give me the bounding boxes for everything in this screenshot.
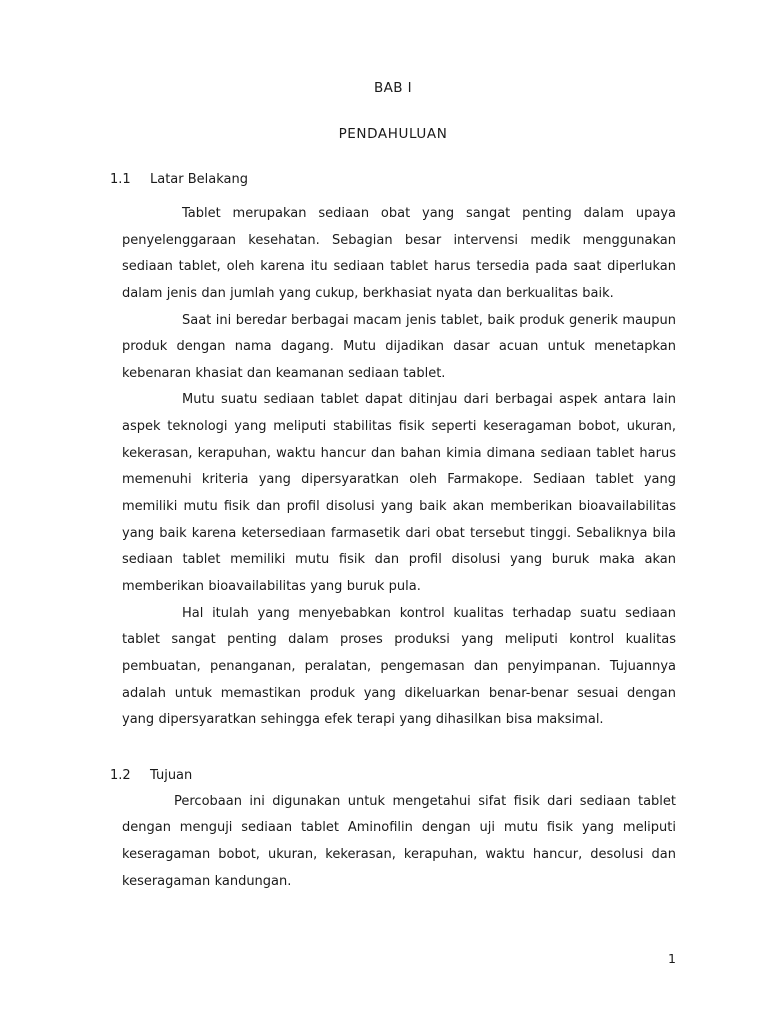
paragraph: Hal itulah yang menyebabkan kontrol kualitas terhadap suatu sediaan tablet sangat penting dalam proses produksi yang meliputi kontrol kualitas pembuatan, penanganan, peralatan, pengemasan dan penyimpanan. Tujuannya adalah untuk memastikan produk yang dikeluarkan benar-benar sesuai dengan yang dipersyaratkan sehingga efek terapi yang dihasilkan bisa maksimal. [122,605,676,728]
chapter-subtitle: PENDAHULUAN [338,126,448,142]
paragraph: Saat ini beredar berbagai macam jenis tablet, baik produk generik maupun produk dengan nama dagang. Mutu dijadikan dasar acuan untuk menetapkan kebenaran khasiat dan keamanan sediaan tablet. [122,312,676,381]
section-heading-1 [110,172,676,187]
section-title-2: Tujuan [150,767,193,783]
paragraph: Percobaan ini digunakan untuk mengetahui sifat fisik dari sediaan tablet dengan menguji sediaan tablet Aminofilin dengan uji mutu fisik yang meliputi keseragaman bobot, ukuran, kekerasan, kerapuhan, waktu hancur, desolusi dan keseragaman kandungan. [122,793,676,889]
section-number-2: 1.2 [110,767,131,783]
section-number-1: 1.1 [110,172,131,187]
paragraph: Tablet merupakan sediaan obat yang sangat penting dalam upaya penyelenggaraan kesehatan. Sebagian besar intervensi medik menggunakan sediaan tablet, oleh karena itu sediaan tablet harus tersedia pada saat diperlukan dalam jenis dan jumlah yang cukup, berkhasiat nyata dan berkualitas baik. [122,206,676,301]
section-body-1 [122,201,676,734]
section-title-1: Latar Belakang [150,172,249,187]
chapter-title: BAB I [373,80,413,96]
section-heading-2 [110,768,676,783]
section-body-2 [122,789,676,896]
paragraph: Mutu suatu sediaan tablet dapat ditinjau dari berbagai aspek antara lain aspek teknologi yang meliputi stabilitas fisik seperti keseragaman bobot, ukuran, kekerasan, kerapuhan, waktu hancur dan bahan kimia dimana sediaan tablet harus memenuhi kriteria yang dipersyaratkan oleh Farmakope. Sediaan tablet yang memiliki mutu fisik dan profil disolusi yang baik akan memberikan bioavailabilitas yang baik karena ketersediaan farmasetik dari obat tersebut tinggi. Sebaliknya bila sediaan tablet memiliki mutu fisik dan profil disolusi yang buruk maka akan memberikan bioavailabilitas yang buruk pula. [122,392,676,594]
page-number: 1 [668,951,676,966]
